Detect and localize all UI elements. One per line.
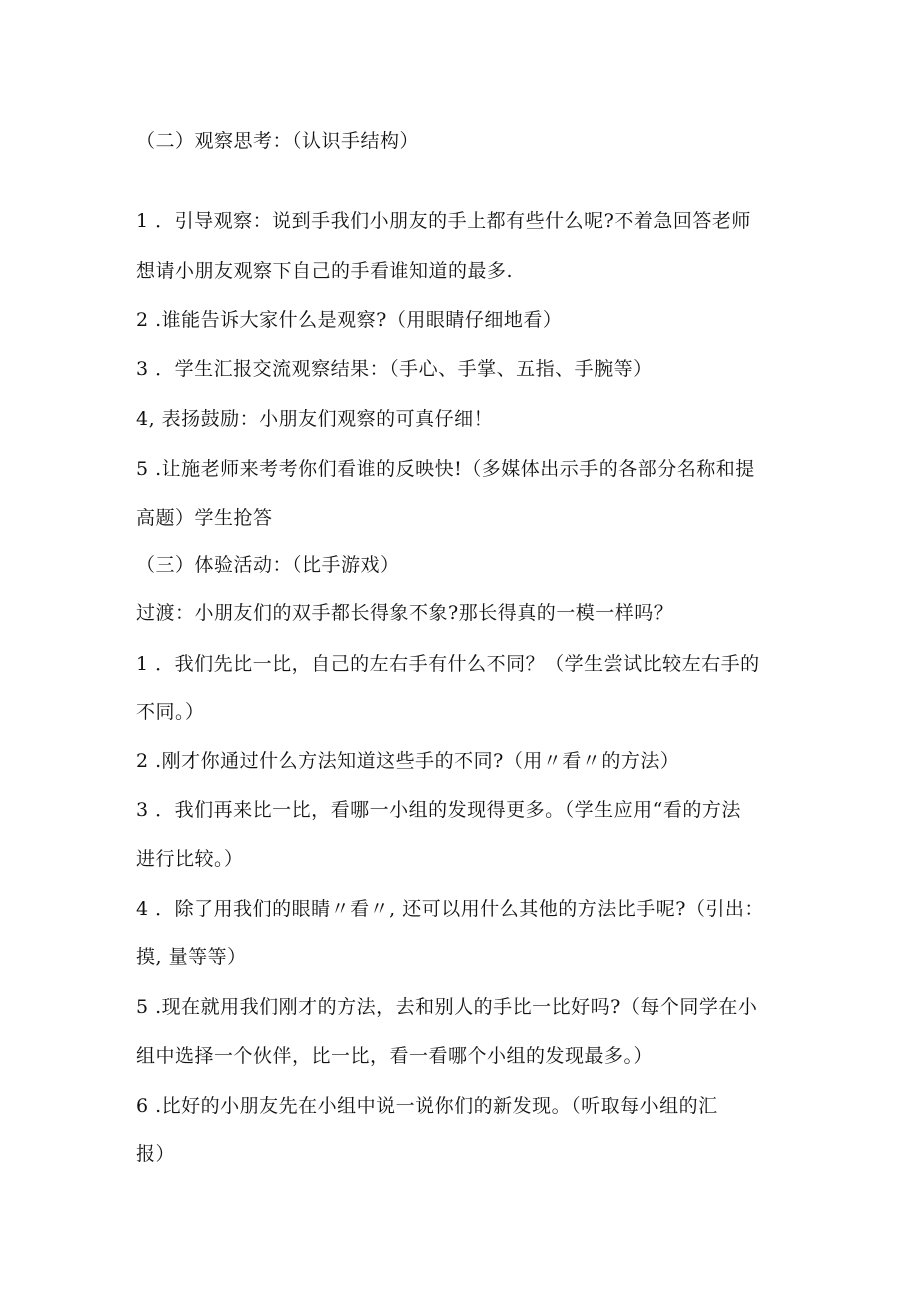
section-heading-3: （三）体验活动：（比手游戏） [136,554,400,576]
paragraph-line: 4 ．除了用我们的眼睛〃看〃, 还可以用什么其他的方法比手呢?（引出： [136,898,764,920]
paragraph-line: 过渡：小朋友们的双手都长得象不象?那长得真的一模一样吗？ [136,602,674,624]
paragraph-line: 不同。） [136,701,205,723]
paragraph-line: 组中选择一个伙伴，比一比，看一看哪个小组的发现最多。） [136,1045,654,1067]
section-heading-2: （二）观察思考：（认识手结构） [136,130,420,152]
paragraph-line: 6 .比好的小朋友先在小组中说一说你们的新发现。（听取每小组的汇 [136,1095,718,1117]
paragraph-line: 摸, 量等等） [136,946,247,968]
paragraph-line: 3 ．学生汇报交流观察结果：（手心、手掌、五指、手腕等） [136,358,653,380]
paragraph-line: 高题）学生抢答 [136,507,273,529]
paragraph-line: 1 ．引导观察：说到手我们小朋友的手上都有些什么呢?不着急回答老师 [136,210,751,232]
paragraph-line: 报） [136,1143,176,1165]
paragraph-line: 5 .让施老师来考考你们看谁的反映快!（多媒体出示手的各部分名称和提 [136,458,755,480]
paragraph-line: 2 .刚才你通过什么方法知道这些手的不同?（用〃看〃的方法） [136,750,680,772]
paragraph-line: 进行比较。） [136,848,244,870]
paragraph-line: 想请小朋友观察下自己的手看谁知道的最多. [136,260,514,282]
paragraph-line: 2 .谁能告诉大家什么是观察?（用眼睛仔细地看） [136,309,563,331]
paragraph-line: 4, 表扬鼓励：小朋友们观察的可真仔细！ [136,408,494,430]
paragraph-line: 5 .现在就用我们刚才的方法，去和别人的手比一比好吗?（每个同学在小 [136,996,758,1018]
paragraph-line: 1 ．我们先比一比，自己的左右手有什么不同？（学生尝试比较左右手的 [136,653,760,675]
paragraph-line: 3 ．我们再来比一比，看哪一小组的发现得更多。（学生应用“看的方法 [136,799,741,821]
